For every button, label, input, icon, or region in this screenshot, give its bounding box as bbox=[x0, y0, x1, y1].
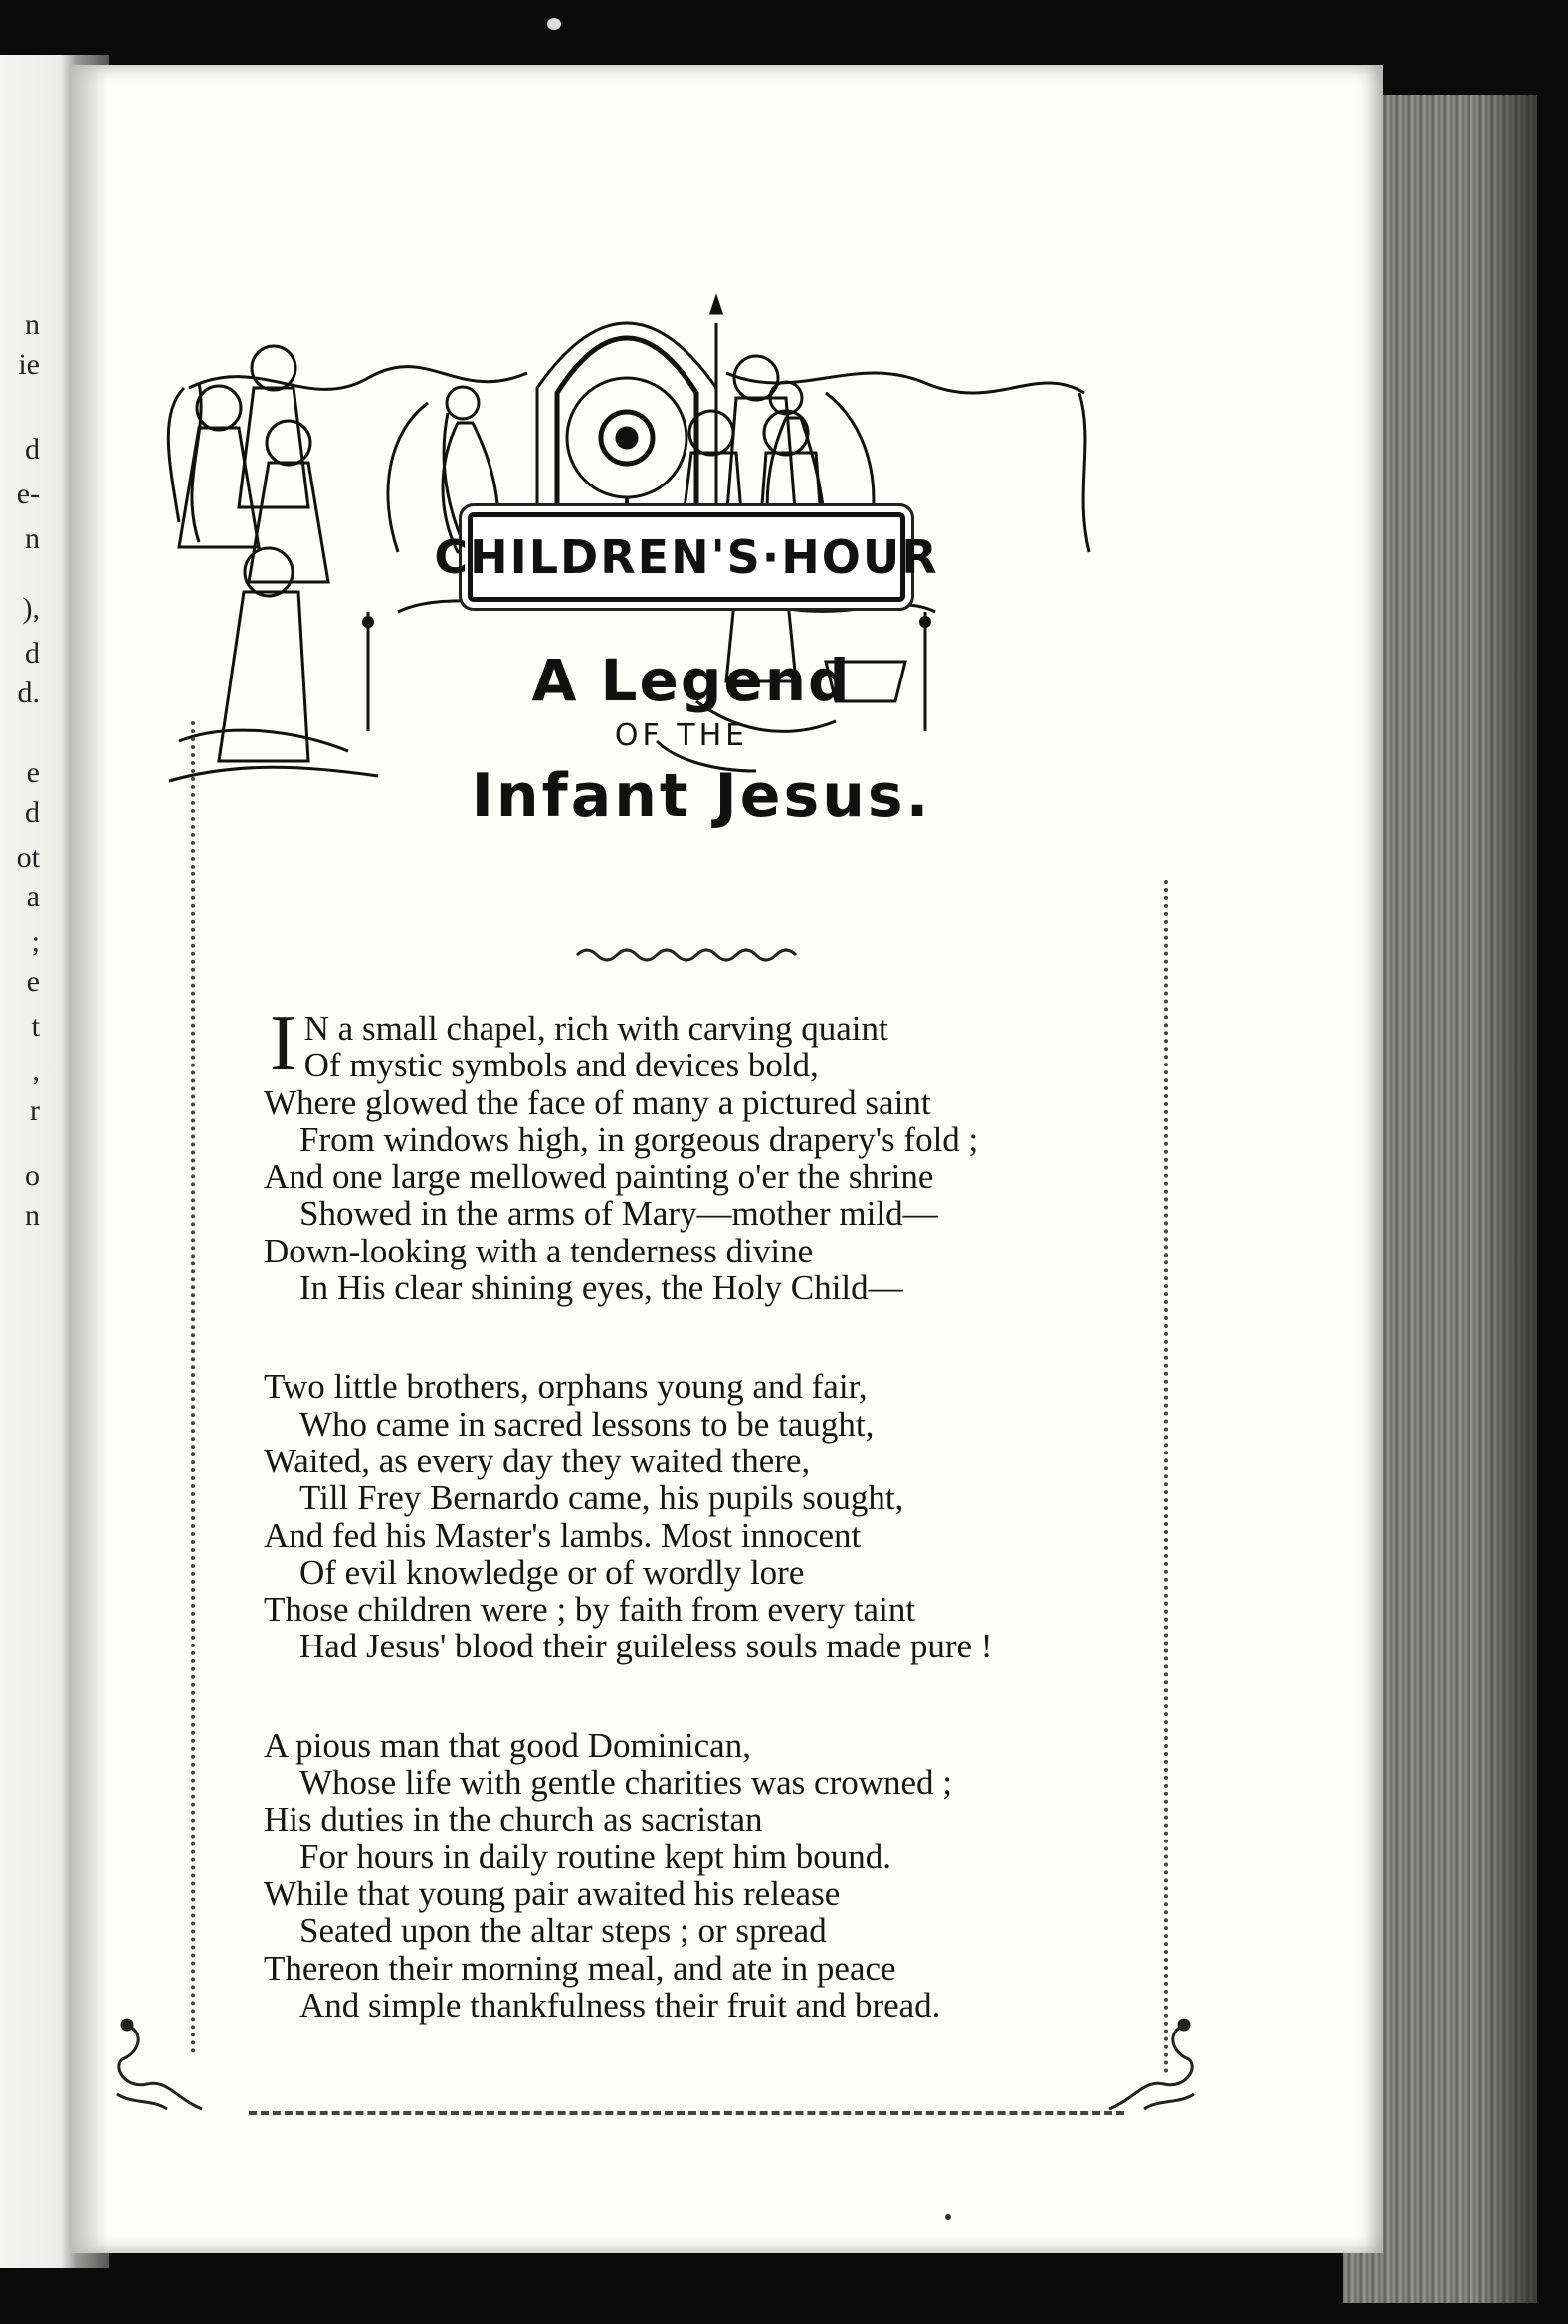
page-mark bbox=[945, 2214, 951, 2220]
poem-line bbox=[264, 1801, 1159, 1838]
adjacent-page-text-fragment: t bbox=[31, 1010, 40, 1043]
header-illustration bbox=[139, 264, 1204, 900]
poem-line-text: His duties in the church as sacristan bbox=[264, 1800, 763, 1840]
dotted-frame-bottom bbox=[249, 2111, 1124, 2115]
adjacent-page-text-fragment: , bbox=[32, 1055, 40, 1087]
poem-line bbox=[264, 1121, 1159, 1158]
poem-line-text: Two little brothers, orphans young and fair, bbox=[264, 1367, 868, 1407]
poem-line-text: Down-looking with a tenderness divine bbox=[264, 1231, 814, 1270]
poem-line-text: Showed in the arms of Mary—mother mild— bbox=[299, 1194, 938, 1234]
poem-line bbox=[264, 1406, 1159, 1443]
garland-left bbox=[189, 367, 527, 390]
poem-line-text: Had Jesus' blood their guileless souls made pure ! bbox=[299, 1627, 993, 1666]
poem-line-text: From windows high, in gorgeous drapery's fold ; bbox=[299, 1119, 979, 1159]
poem-line bbox=[264, 1727, 1159, 1764]
adjacent-page-text-fragment: ot bbox=[16, 841, 40, 873]
poem-line-text: For hours in daily routine kept him bound. bbox=[299, 1837, 891, 1876]
poem-stanza bbox=[264, 1727, 1159, 2024]
poem-line-text: In His clear shining eyes, the Holy Child— bbox=[299, 1268, 903, 1308]
poem-line-text: Who came in sacred lessons to be taught, bbox=[299, 1404, 875, 1444]
poem-line bbox=[264, 1517, 1159, 1554]
poem bbox=[264, 1000, 1159, 2085]
adjacent-page-text-fragment: ; bbox=[31, 925, 40, 958]
poem-line bbox=[264, 1912, 1159, 1949]
poem-line-text: Seated upon the altar steps ; or spread bbox=[299, 1911, 827, 1951]
adjacent-page-text-fragment: ), bbox=[22, 592, 40, 625]
scan-speck bbox=[547, 18, 561, 30]
title-line-3: Infant Jesus. bbox=[471, 761, 932, 831]
poem-line-text: And fed his Master's lambs. Most innocent bbox=[264, 1515, 862, 1555]
poem-line bbox=[264, 1158, 1159, 1195]
title-line-2: OF THE bbox=[614, 718, 749, 753]
poem-line-text: Of mystic symbols and devices bold, bbox=[303, 1046, 819, 1085]
poem-line bbox=[264, 1628, 1159, 1664]
poem-stanza bbox=[264, 1000, 1159, 1308]
poem-line bbox=[264, 1368, 1159, 1405]
poem-line bbox=[264, 1764, 1159, 1801]
adjacent-page-text-fragment: d bbox=[25, 637, 40, 670]
poem-line bbox=[264, 1591, 1159, 1628]
adjacent-page-text-fragment: n bbox=[25, 1199, 40, 1232]
poem-line-text: A pious man that good Dominican, bbox=[264, 1725, 751, 1765]
adjacent-page-text-fragment: d. bbox=[17, 677, 40, 709]
poem-line bbox=[264, 1839, 1159, 1875]
poem-line bbox=[264, 1950, 1159, 1987]
poem-line-text: Till Frey Bernardo came, his pupils sought, bbox=[299, 1478, 904, 1518]
dotted-frame-right bbox=[1164, 880, 1168, 2074]
poem-line bbox=[264, 1084, 1159, 1121]
poem-line-text: While that young pair awaited his release bbox=[264, 1873, 841, 1913]
adjacent-page-text-fragment: n bbox=[25, 308, 40, 341]
adjacent-page-text-fragment: d bbox=[25, 796, 40, 829]
poem-line bbox=[264, 1010, 1159, 1047]
poem-line bbox=[264, 1233, 1159, 1269]
poem-line-text: Those children were ; by faith from every taint bbox=[264, 1590, 916, 1630]
dotted-frame-left bbox=[191, 721, 195, 2054]
title-line-1: A Legend bbox=[531, 647, 852, 714]
poem-line bbox=[264, 1443, 1159, 1479]
adjacent-page-text-fragment: d bbox=[25, 433, 40, 466]
poem-line bbox=[264, 1479, 1159, 1516]
wavy-divider bbox=[572, 940, 811, 970]
poem-line bbox=[264, 1195, 1159, 1232]
poem-line bbox=[264, 1554, 1159, 1591]
drop-cap: I bbox=[270, 1000, 296, 1087]
poem-line bbox=[264, 1875, 1159, 1912]
adjacent-page-text-fragment: e bbox=[26, 965, 40, 998]
poem-stanza bbox=[264, 1368, 1159, 1664]
adjacent-page-text-fragment: a bbox=[26, 880, 40, 913]
child-left-1 bbox=[252, 346, 295, 390]
book-page bbox=[70, 65, 1383, 2253]
adjacent-page-text-fragment: ie bbox=[18, 348, 40, 381]
poem-line bbox=[264, 1047, 1159, 1083]
adjacent-page-text-fragment: o bbox=[25, 1159, 40, 1192]
adjacent-page-text-fragment: r bbox=[30, 1094, 40, 1127]
title-block bbox=[438, 647, 995, 831]
poem-line-text: Thereon their morning meal, and ate in peace bbox=[264, 1948, 896, 1988]
poem-line-text: Where glowed the face of many a pictured saint bbox=[264, 1082, 931, 1122]
poem-line-text: N a small chapel, rich with carving quaint bbox=[303, 1009, 888, 1048]
poem-line-text: And simple thankfulness their fruit and bread. bbox=[299, 1985, 941, 2025]
poem-line-text: Waited, as every day they waited there, bbox=[264, 1441, 811, 1480]
poem-line-text: Whose life with gentle charities was crowned ; bbox=[299, 1763, 953, 1803]
poem-line-text: Of evil knowledge or of wordly lore bbox=[299, 1552, 805, 1592]
adjacent-page-text-fragment: e bbox=[26, 756, 40, 789]
poem-line bbox=[264, 1269, 1159, 1306]
adjacent-page-text-fragment: n bbox=[25, 522, 40, 555]
childrens-hour-banner: CHILDREN'S·HOUR bbox=[468, 512, 905, 602]
corner-ornament-left bbox=[107, 2015, 207, 2114]
poem-line bbox=[264, 1987, 1159, 2024]
adjacent-page-text-fragment: e- bbox=[16, 478, 40, 510]
poem-line-text: And one large mellowed painting o'er the shrine bbox=[264, 1157, 934, 1197]
